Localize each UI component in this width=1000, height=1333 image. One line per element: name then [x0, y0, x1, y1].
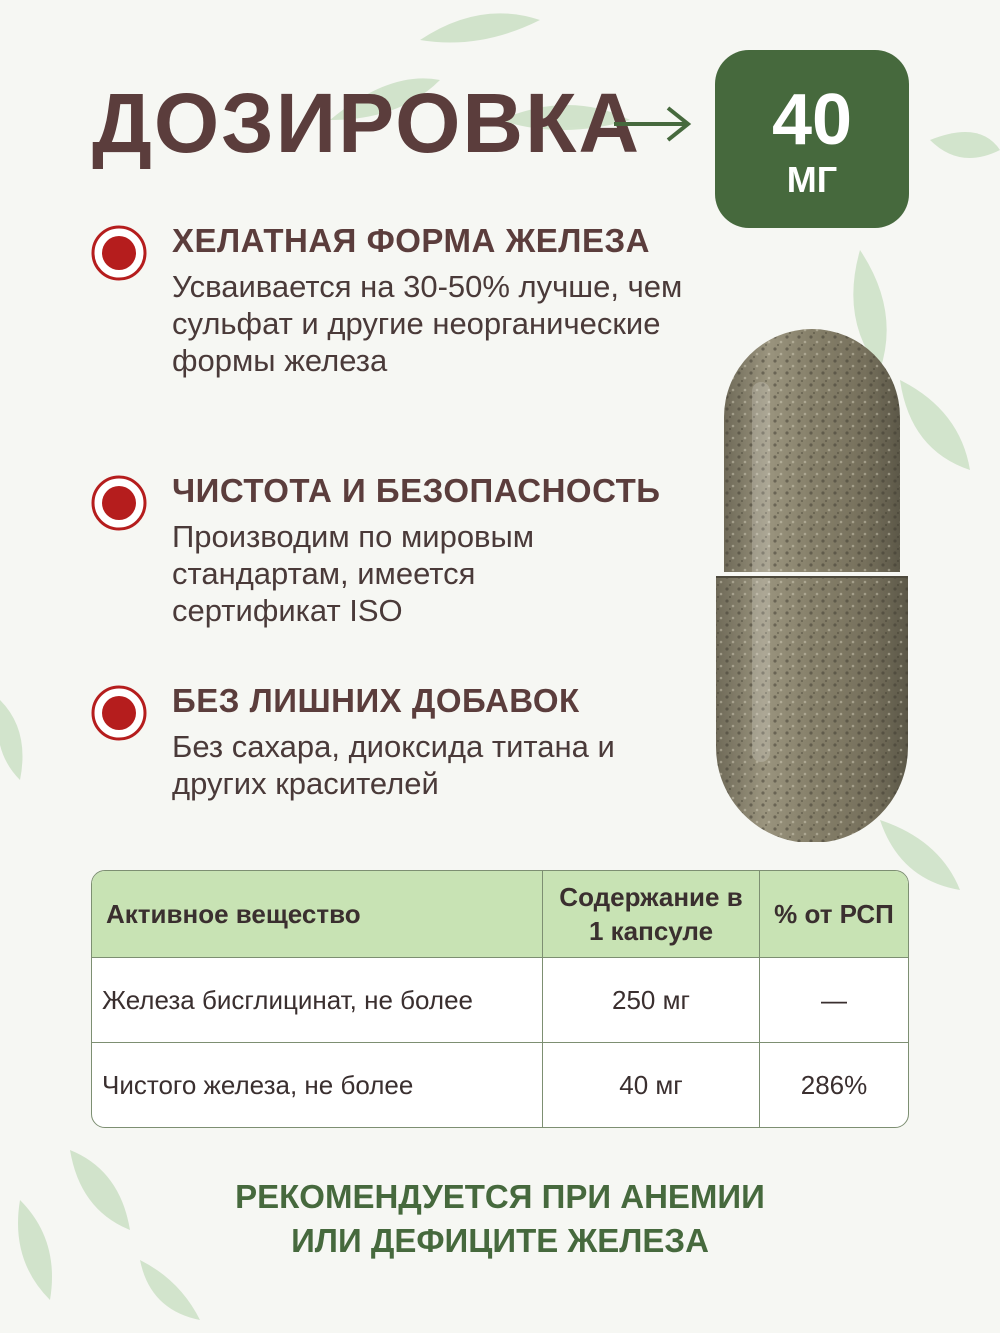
feature-title: ЧИСТОТА И БЕЗОПАСНОСТЬ — [172, 472, 661, 509]
arrow-right-icon — [612, 104, 692, 144]
recommendation-line: РЕКОМЕНДУЕТСЯ ПРИ АНЕМИИ — [235, 1178, 765, 1215]
table-cell: 250 мг — [543, 958, 760, 1043]
table-header-cell: Содержание в 1 капсуле — [543, 871, 760, 958]
feature-text: Производим по мировым стандартам, имеется сертификат ISO — [172, 519, 535, 628]
table-cell: Чистого железа, не более — [92, 1043, 543, 1127]
table-cell: Железа бисглицинат, не более — [92, 958, 543, 1043]
table-cell: — — [760, 958, 908, 1043]
table-cell: 286% — [800, 1069, 868, 1100]
dosage-unit: МГ — [786, 159, 838, 200]
table-header-cell: Активное вещество — [92, 871, 543, 958]
feature-title: БЕЗ ЛИШНИХ ДОБАВОК — [172, 682, 580, 719]
table-header-row — [92, 871, 908, 958]
red-dot-icon — [90, 224, 148, 282]
page-title: ДОЗИРОВКА — [92, 76, 642, 170]
dosage-value: 40 — [771, 80, 853, 160]
table-row — [92, 1043, 908, 1127]
table-row — [92, 958, 908, 1043]
table-header-cell: % от РСП — [760, 871, 908, 958]
feature-title: ХЕЛАТНАЯ ФОРМА ЖЕЛЕЗА — [172, 222, 650, 259]
feature-text: Усваивается на 30-50% лучше, чем сульфат и другие неорганические формы железа — [172, 269, 683, 378]
composition-table — [91, 870, 909, 1128]
recommendation-line: ИЛИ ДЕФИЦИТЕ ЖЕЛЕЗА — [291, 1222, 709, 1259]
capsule-image — [712, 322, 912, 842]
table-cell: 40 мг — [543, 1043, 760, 1127]
red-dot-icon — [90, 684, 148, 742]
recommendation-text — [0, 1175, 1000, 1263]
feature-text: Без сахара, диоксида титана и других красителей — [172, 729, 615, 801]
dosage-badge — [715, 50, 909, 228]
red-dot-icon — [90, 474, 148, 532]
